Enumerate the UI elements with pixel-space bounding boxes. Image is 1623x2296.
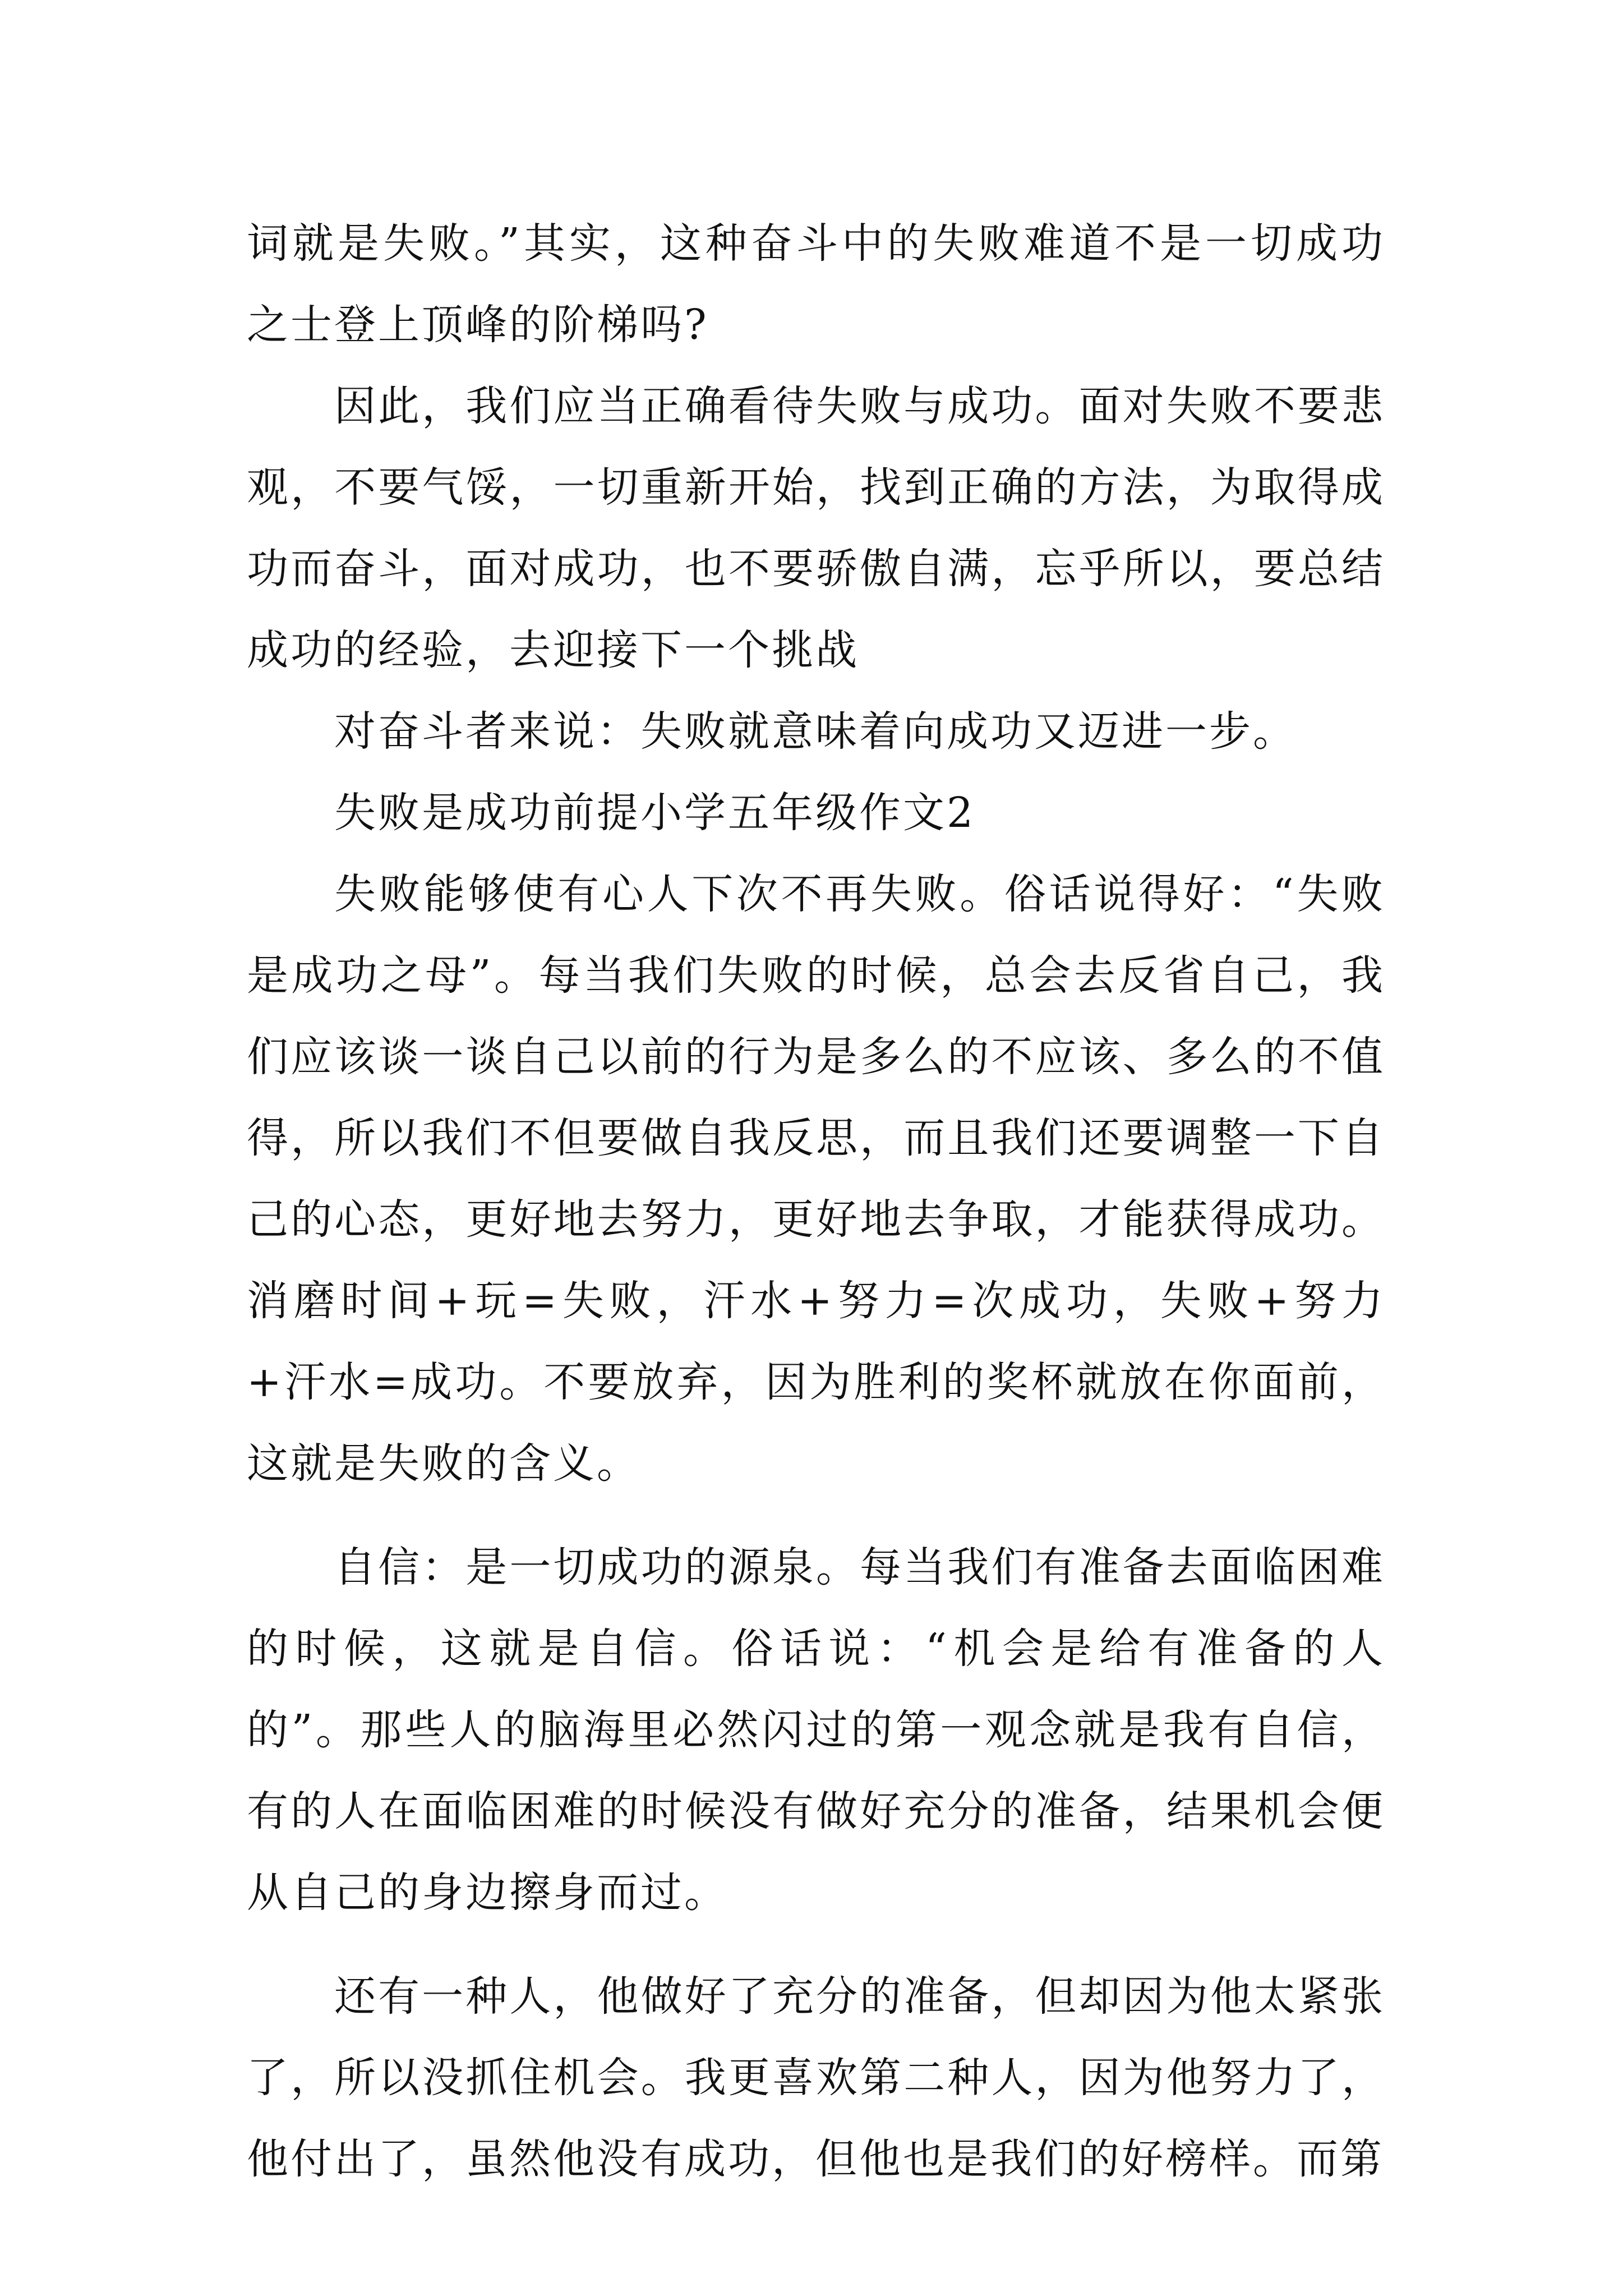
paragraph-striver-quote: 对奋斗者来说：失败就意味着向成功又迈进一步。: [334, 707, 1297, 756]
paragraph-failure-and-success: 因此，我们应当正确看待失败与成功。面对失败不要悲观，不要气馁，一切重新开始，找到正确的方法，为取得成功而奋斗，面对成功，也不要骄傲自满，忘乎所以，要总结成功的经验，去迎接下一个挑战: [247, 382, 1385, 674]
paragraph-continuation: 词就是失败。”其实，这种奋斗中的失败难道不是一切成功之士登上顶峰的阶梯吗?: [247, 219, 1385, 349]
essay-heading: 失败是成功前提小学五年级作文2: [334, 789, 976, 837]
paragraph-another-kind: 还有一种人，他做好了充分的准备，但却因为他太紧张了，所以没抓住机会。我更喜欢第二种人，因为他努力了，他付出了，虽然他没有成功，但他也是我们的好榜样。而第: [247, 1972, 1385, 2183]
document-body: [247, 203, 1385, 2200]
paragraph-failure-mother-of-success: 失败能够使有心人下次不再失败。俗话说得好：“失败是成功之母”。每当我们失败的时候，总会去反省自己，我们应该谈一谈自己以前的行为是多么的不应该、多么的不值得，所以我们不但要做自我反思，而且我们还要调整一下自己的心态，更好地去努力，更好地去争取，才能获得成功。消磨时间+玩=失败，汗水+努力=次成功，失败+努力+汗水=成功。不要放弃，因为胜利的奖杯就放在你面前，这就是失败的含义。: [247, 870, 1385, 1488]
paragraph-confidence: 自信：是一切成功的源泉。每当我们有准备去面临困难的时候，这就是自信。俗话说：“机会是给有准备的人的”。那些人的脑海里必然闪过的第一观念就是我有自信，有的人在面临困难的时候没有做好充分的准备，结果机会便从自己的身边擦身而过。: [247, 1543, 1385, 1917]
